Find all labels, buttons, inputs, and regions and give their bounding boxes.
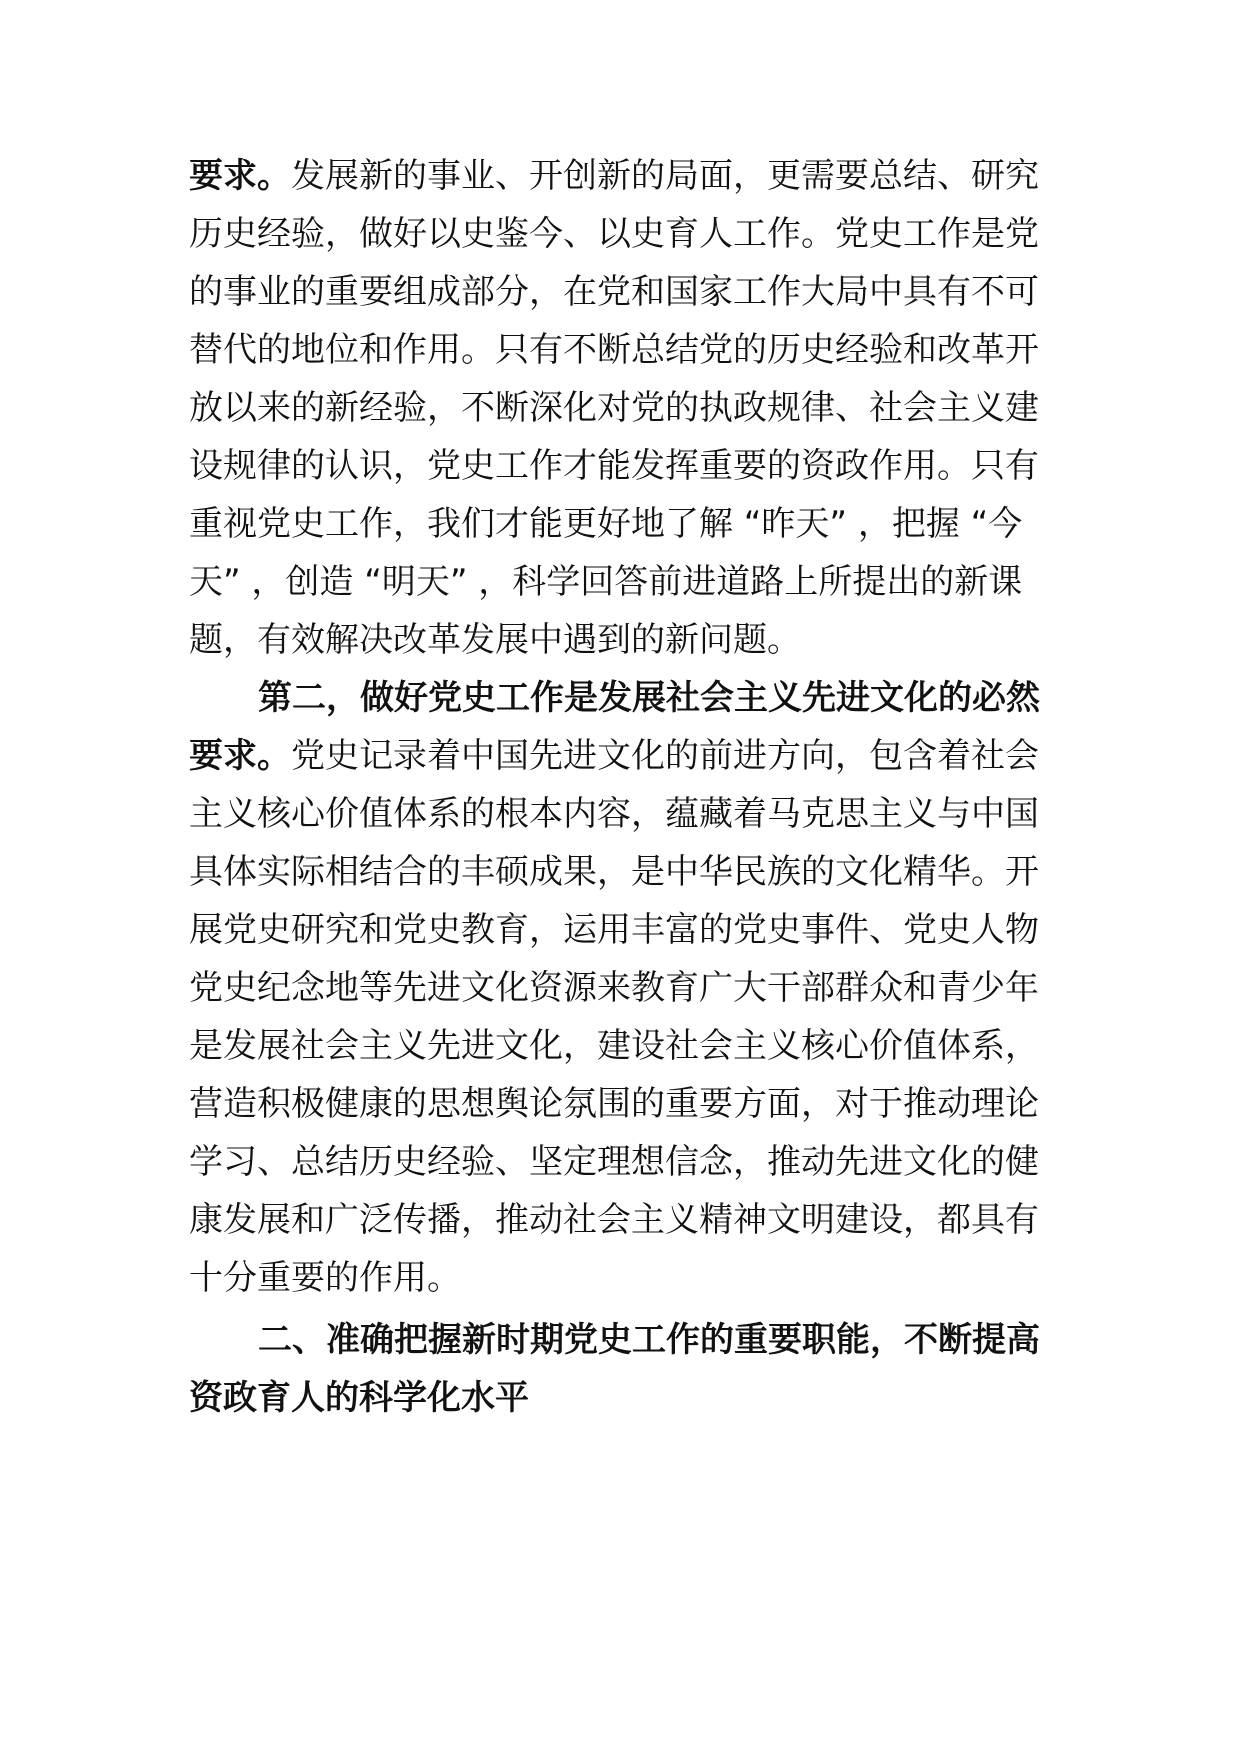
text-line — [189, 143, 1059, 209]
text-line: 党史纪念地等先进文化资源来教育广大干部群众和青少年 — [189, 968, 1039, 1008]
text-line: 康发展和广泛传播，推动社会主义精神文明建设，都具有 — [189, 1200, 1039, 1240]
text-line — [189, 723, 1059, 789]
line-text: 党史记录着中国先进文化的前进方向，包含着社会 — [291, 736, 1039, 776]
bold-lead: 要求。 — [189, 736, 291, 776]
bold-lead: 要求。 — [189, 156, 291, 196]
text-line: 学习、总结历史经验、坚定理想信念，推动先进文化的健 — [189, 1142, 1039, 1182]
text-line: 重视党史工作，我们才能更好地了解 “昨天” ，把握 “今 — [189, 504, 1023, 544]
section-heading-line: 二、准确把握新时期党史工作的重要职能，不断提高 — [258, 1320, 1040, 1360]
text-line: 历史经验，做好以史鉴今、以史育人工作。党史工作是党 — [189, 214, 1039, 254]
text-line: 设规律的认识，党史工作才能发挥重要的资政作用。只有 — [189, 446, 1039, 486]
text-line: 营造积极健康的思想舆论氛围的重要方面，对于推动理论 — [189, 1084, 1039, 1124]
text-line: 十分重要的作用。 — [189, 1258, 461, 1298]
text-line: 放以来的新经验，不断深化对党的执政规律、社会主义建 — [189, 388, 1039, 428]
text-line: 是发展社会主义先进文化，建设社会主义核心价值体系， — [189, 1026, 1039, 1066]
section-heading-line: 第二，做好党史工作是发展社会主义先进文化的必然 — [258, 678, 1040, 718]
text-line: 天” ，创造 “明天” ，科学回答前进道路上所提出的新课 — [189, 562, 1023, 602]
text-line: 具体实际相结合的丰硕成果，是中华民族的文化精华。开 — [189, 852, 1039, 892]
text-line: 主义核心价值体系的根本内容，蕴藏着马克思主义与中国 — [189, 794, 1039, 834]
text-line: 展党史研究和党史教育，运用丰富的党史事件、党史人物 — [189, 910, 1039, 950]
text-line: 的事业的重要组成部分，在党和国家工作大局中具有不可 — [189, 272, 1039, 312]
text-line: 替代的地位和作用。只有不断总结党的历史经验和改革开 — [189, 330, 1039, 370]
section-heading-line: 资政育人的科学化水平 — [189, 1378, 529, 1418]
text-line: 题，有效解决改革发展中遇到的新问题。 — [189, 620, 801, 660]
line-text: 发展新的事业、开创新的局面，更需要总结、研究 — [291, 156, 1039, 196]
